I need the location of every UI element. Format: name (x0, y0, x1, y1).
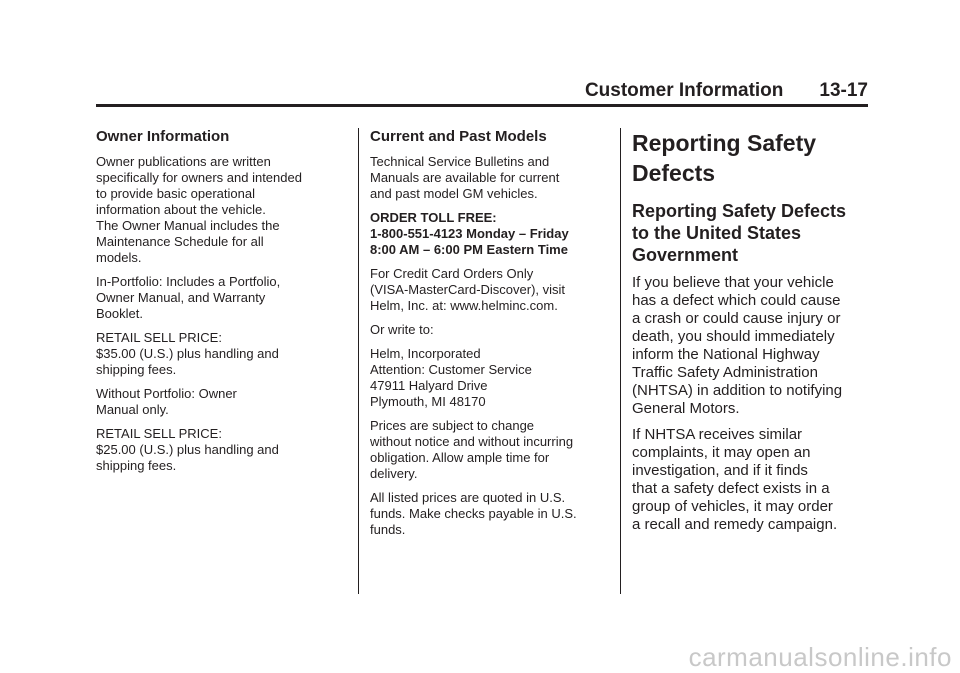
section-title: Customer Information (584, 80, 784, 101)
page-header (96, 80, 868, 102)
prices-subject-paragraph: Prices are subject to change without notice and without incurring obligation. Allow ample time for delivery. (370, 418, 574, 481)
bulletins-paragraph: Technical Service Bulletins and Manuals are available for current and past model GM vehicles. (370, 154, 560, 201)
page-number: 13-17 (819, 80, 868, 101)
order-toll-free-paragraph: ORDER TOLL FREE: 1-800-551-4123 Monday – Friday 8:00 AM – 6:00 PM Eastern Time (370, 210, 569, 257)
reporting-us-government-subtitle: Reporting Safety Defects to the United States Government (632, 201, 847, 265)
credit-card-paragraph: For Credit Card Orders Only (VISA-MasterCard-Discover), visit Helm, Inc. at: www.helminc.com. (370, 266, 566, 313)
reporting-safety-defects-title: Reporting Safety Defects (632, 130, 817, 186)
column-divider-2 (620, 128, 621, 594)
in-portfolio-paragraph: In-Portfolio: Includes a Portfolio, Owner Manual, and Warranty Booklet. (96, 274, 281, 321)
watermark: carmanualsonline.info (688, 642, 952, 672)
column-current-past-models (370, 128, 610, 546)
write-to-paragraph: Or write to: (370, 322, 434, 337)
retail-price-paragraph-2: RETAIL SELL PRICE: $25.00 (U.S.) plus handling and shipping fees. (96, 426, 279, 473)
without-portfolio-paragraph: Without Portfolio: Owner Manual only. (96, 386, 237, 417)
current-past-models-heading: Current and Past Models (370, 128, 547, 145)
column-divider-1 (358, 128, 359, 594)
owner-information-heading: Owner Information (96, 128, 230, 145)
mailing-address: Helm, Incorporated Attention: Customer Service 47911 Halyard Drive Plymouth, MI 48170 (370, 346, 532, 409)
column-reporting-safety-defects (632, 128, 872, 542)
nhtsa-investigation-paragraph: If NHTSA receives similar complaints, it may open an investigation, and if it finds that a safety defect exists in a group of vehicles, it may order a recall and remedy campaign. (632, 426, 838, 533)
believe-defect-paragraph: If you believe that your vehicle has a defect which could cause a crash or could cause injury or death, you should immediately inform the National Highway Traffic Safety Administration (NHTSA) in addition to notifying General Motors. (632, 274, 843, 417)
us-funds-paragraph: All listed prices are quoted in U.S. funds. Make checks payable in U.S. funds. (370, 490, 577, 537)
owner-publications-paragraph: Owner publications are written specifically for owners and intended to provide basic operational information about the vehicle. The Owner Manual includes the Maintenance Schedule for all models. (96, 154, 302, 265)
retail-price-paragraph-1: RETAIL SELL PRICE: $35.00 (U.S.) plus handling and shipping fees. (96, 330, 279, 377)
column-owner-information (96, 128, 348, 482)
header-rule (96, 104, 868, 107)
